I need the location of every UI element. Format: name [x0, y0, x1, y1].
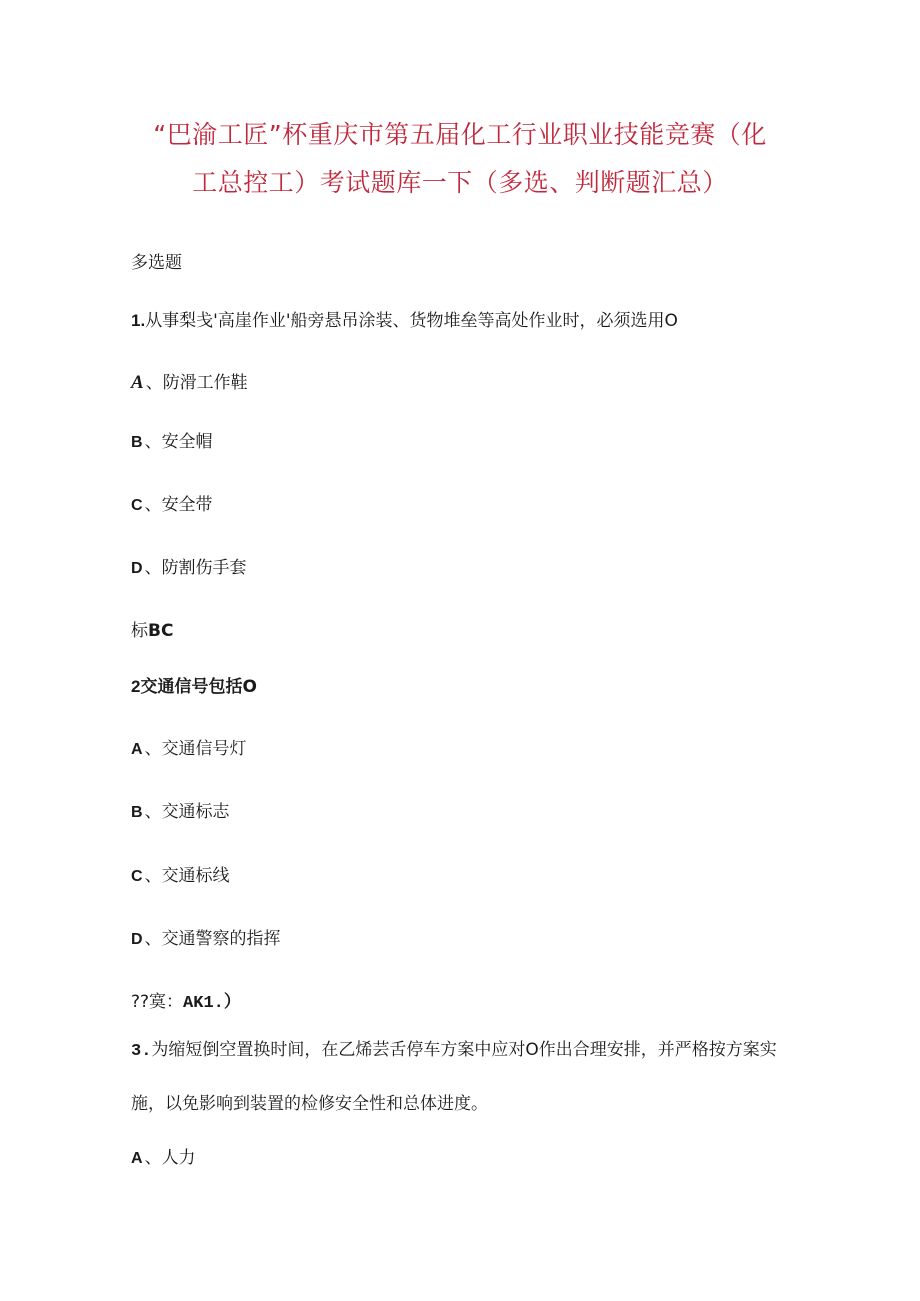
option-separator: 、 — [144, 1148, 162, 1168]
option-letter: C — [131, 497, 143, 514]
question-1-option-d — [131, 556, 247, 581]
option-separator: 、 — [144, 739, 162, 759]
option-text: 人力 — [161, 1148, 196, 1168]
option-text: 防割伤手套 — [161, 558, 247, 578]
option-text: 交通标志 — [161, 802, 230, 822]
question-number: 1. — [131, 311, 146, 330]
option-separator: 、 — [145, 373, 163, 393]
option-text: 安全帽 — [161, 432, 213, 452]
question-2-answer — [131, 990, 241, 1016]
option-letter: B — [131, 434, 143, 451]
question-3 — [131, 1038, 777, 1064]
option-text: 防滑工作鞋 — [162, 373, 248, 393]
option-letter: D — [131, 560, 143, 577]
option-letter: D — [131, 931, 143, 948]
option-letter: A — [131, 741, 143, 758]
question-number: 3. — [131, 1042, 152, 1061]
question-1-answer — [131, 619, 173, 643]
question-1-option-c — [131, 493, 213, 518]
question-text: 交通信号包括O — [140, 677, 257, 697]
question-2-option-d — [131, 927, 281, 952]
option-letter: A — [131, 372, 144, 393]
option-separator: 、 — [144, 558, 162, 578]
question-number: 2 — [131, 677, 141, 696]
option-letter: C — [131, 868, 143, 885]
answer-prefix: 标 — [131, 621, 148, 641]
question-2-option-a — [131, 737, 247, 762]
option-letter: B — [131, 804, 143, 821]
answer-value: AK1.） — [183, 994, 241, 1013]
option-separator: 、 — [144, 495, 162, 515]
option-separator: 、 — [144, 866, 162, 886]
question-1-option-b — [131, 430, 213, 455]
question-1 — [131, 309, 678, 333]
answer-prefix: ??寞： — [131, 992, 184, 1012]
question-2-option-b — [131, 800, 230, 825]
option-letter: A — [131, 1150, 143, 1167]
option-separator: 、 — [144, 929, 162, 949]
question-1-option-a — [131, 371, 248, 395]
option-text: 交通信号灯 — [161, 739, 247, 759]
document-title-line-1: “巴渝工匠”杯重庆市第五届化工行业职业技能竞赛（化 — [153, 120, 767, 149]
question-text: 从事梨戋'高崖作业'船旁悬吊涂装、货物堆垒等高处作业时，必须选用O — [145, 311, 678, 331]
question-text: 为缩短倒空置换时间，在乙烯芸舌停车方案中应对O作出合理安排，并严格按方案实 — [151, 1040, 777, 1060]
option-text: 安全带 — [161, 495, 213, 515]
option-separator: 、 — [144, 802, 162, 822]
document-title-line-2: 工总控工）考试题库一下（多选、判断题汇总） — [192, 168, 728, 197]
question-3-option-a — [131, 1146, 196, 1171]
option-text: 交通警察的指挥 — [161, 929, 281, 949]
question-2-option-c — [131, 864, 230, 889]
question-3-continued: 施，以免影响到装置的检修安全性和总体进度。 — [131, 1094, 488, 1114]
question-2 — [131, 675, 257, 699]
answer-value: BC — [148, 621, 174, 641]
section-heading: 多选题 — [131, 253, 182, 273]
option-text: 交通标线 — [161, 866, 230, 886]
option-separator: 、 — [144, 432, 162, 452]
